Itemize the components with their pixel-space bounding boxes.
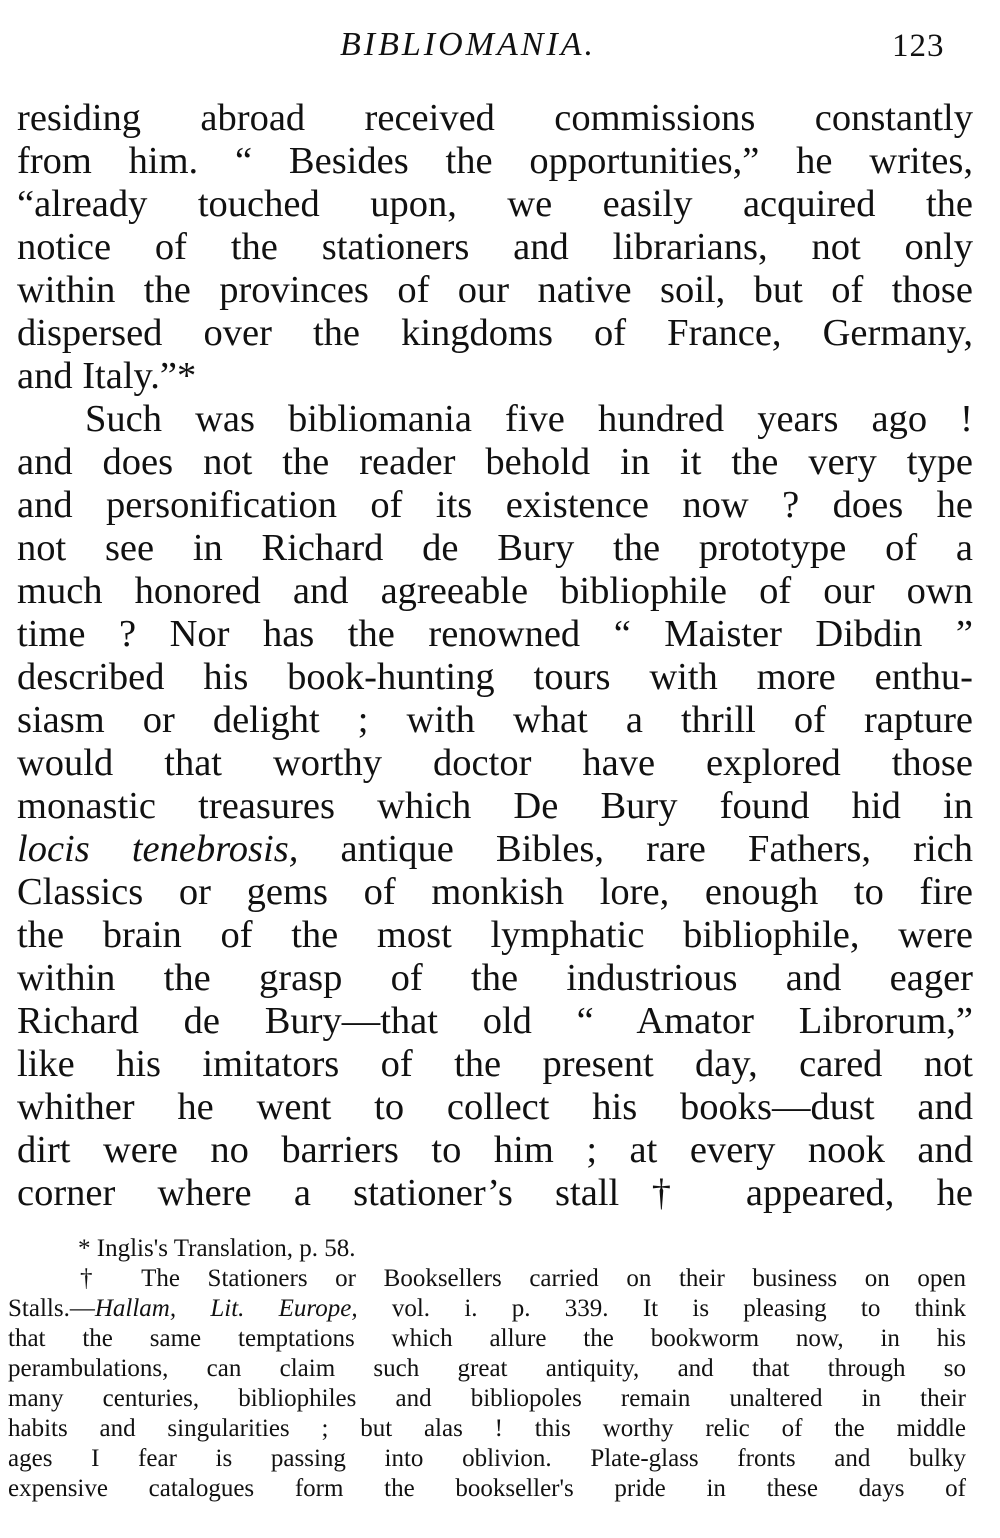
text-line: would that worthy doctor have explored those xyxy=(17,742,973,784)
text-line: corner where a stationer’s stall† appeared, he xyxy=(17,1172,973,1214)
page-number: 123 xyxy=(892,28,945,64)
footnote-2-line: habits and singularities ; but alas ! this worthy relic of the middle xyxy=(8,1415,966,1442)
text-line: like his imitators of the present day, cared not xyxy=(17,1043,973,1085)
text-line: Classics or gems of monkish lore, enough to fire xyxy=(17,871,973,913)
text-line: from him. “ Besides the opportunities,” he writes, xyxy=(17,140,973,182)
footnote-2-line: expensive catalogues form the bookseller's pride in these days of xyxy=(8,1475,966,1502)
text-fragment: vol. i. p. 339. It is pleasing to think xyxy=(357,1295,966,1322)
text-line: and personification of its existence now ? does he xyxy=(17,484,973,526)
text-line: within the grasp of the industrious and eager xyxy=(17,957,973,999)
italic-citation: Hallam, Lit. Europe, xyxy=(94,1295,358,1322)
body-text xyxy=(17,97,973,1215)
text-line: time ? Nor has the renowned “ Maister Dibdin ” xyxy=(17,613,973,655)
text-line: much honored and agreeable bibliophile of our own xyxy=(17,570,973,612)
text-line: described his book-hunting tours with more enthu- xyxy=(17,656,973,698)
text-line: within the provinces of our native soil, but of those xyxy=(17,269,973,311)
text-fragment: Stalls.— xyxy=(8,1295,95,1322)
footnote-1: * Inglis's Translation, p. 58. xyxy=(78,1235,356,1262)
page-header xyxy=(0,20,1000,70)
text-line: not see in Richard de Bury the prototype of a xyxy=(17,527,973,569)
text-line: siasm or delight ; with what a thrill of rapture xyxy=(17,699,973,741)
text-line: notice of the stationers and librarians, not only xyxy=(17,226,973,268)
footnotes xyxy=(8,1234,966,1504)
italic-latin-phrase: locis tenebrosis, xyxy=(17,828,299,870)
text-line: residing abroad received commissions constantly xyxy=(17,97,973,139)
running-head: BIBLIOMANIA. xyxy=(340,26,597,63)
text-line: and Italy.”* xyxy=(17,355,197,397)
text-line-mixed xyxy=(17,828,973,871)
text-line: the brain of the most lymphatic bibliophile, were xyxy=(17,914,973,956)
footnote-2-line: many centuries, bibliophiles and bibliopoles remain unaltered in their xyxy=(8,1385,966,1412)
text-line: “already touched upon, we easily acquired the xyxy=(17,183,973,225)
footnote-2-line: ages I fear is passing into oblivion. Plate-glass fronts and bulky xyxy=(8,1445,966,1472)
footnote-2-line: that the same temptations which allure the bookworm now, in his xyxy=(8,1325,966,1352)
text-line: dispersed over the kingdoms of France, Germany, xyxy=(17,312,973,354)
footnote-2-line: perambulations, can claim such great antiquity, and that through so xyxy=(8,1355,966,1382)
footnote-2-line: † The Stationers or Booksellers carried on their business on open xyxy=(80,1265,966,1292)
text-fragment: antique Bibles, rare Fathers, rich xyxy=(340,828,973,870)
text-line: whither he went to collect his books—dust and xyxy=(17,1086,973,1128)
text-line: monastic treasures which De Bury found hid in xyxy=(17,785,973,827)
text-line: dirt were no barriers to him ; at every nook and xyxy=(17,1129,973,1171)
text-line: Such was bibliomania five hundred years ago ! xyxy=(85,398,973,440)
text-line: and does not the reader behold in it the very type xyxy=(17,441,973,483)
text-line: Richard de Bury—that old “ Amator Librorum,” xyxy=(17,1000,973,1042)
footnote-2-line-mixed xyxy=(8,1294,966,1324)
